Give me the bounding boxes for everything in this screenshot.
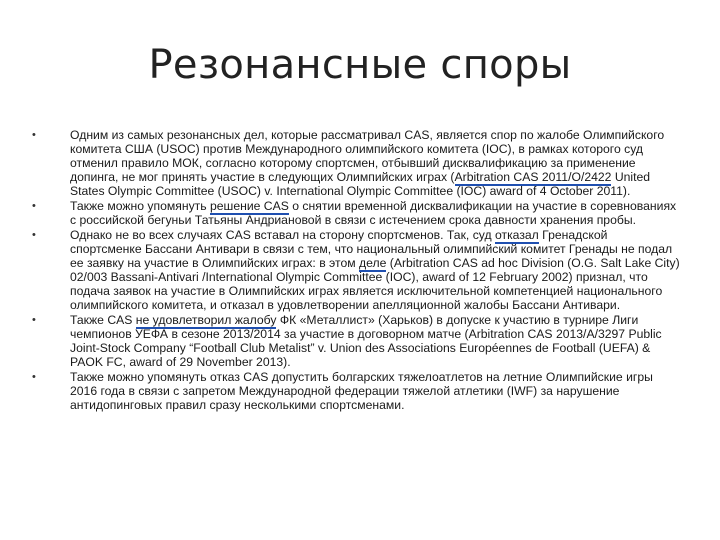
- item-text: Также можно упомянуть: [70, 199, 210, 213]
- link-cas-decision[interactable]: решение CAS: [209, 199, 289, 213]
- bullet-icon: •: [32, 371, 36, 383]
- bullet-icon: •: [32, 129, 36, 141]
- item-text: United States Olympic Committee (USOC) v. International Olympic Committee (IOC) award of 4 October 2011).: [70, 170, 651, 198]
- list-item: [32, 199, 682, 227]
- item-text: Одним из самых резонансных дел, которые рассматривал CAS, является спор по жалобе Олимпийского комитета США (USOC) против Международного олимпийского комитета (IOC), в рамках которого суд отменил правило МОК, согласно которому спортсмен, отбывший дисквалификацию за применение допинга, не мог принять участие в следующих Олимпийских играх (: [70, 128, 665, 184]
- item-text: Также можно упомянуть отказ CAS допустить болгарских тяжелоатлетов на летние Олимпийские игры 2016 года в связи с запретом Международной федерации тяжелой атлетики (IWF) за нарушение антидопинговых правил сразу несколькими спортсменами.: [70, 370, 653, 412]
- bullet-icon: •: [32, 200, 36, 212]
- list-item: [32, 370, 682, 412]
- link-complaint-rejected[interactable]: не удовлетворил жалобу: [135, 313, 277, 327]
- item-text: Гренадской спортсменке Бассани Антивари в связи с тем, что национальный олимпийский комитет Гренады не подал ее заявку на участие в Олимпийских играх: в этом: [70, 228, 673, 270]
- bullet-icon: •: [32, 314, 36, 326]
- link-refused[interactable]: отказал: [494, 228, 539, 242]
- bullet-icon: •: [32, 229, 36, 241]
- list-item: [32, 228, 682, 312]
- link-arbitration-cas-2011[interactable]: Arbitration CAS 2011/O/2422: [454, 170, 612, 184]
- item-text: Также CAS: [70, 313, 136, 327]
- item-text: ФК «Металлист» (Харьков) в допуске к участию в турнире Лиги чемпионов УЕФА в сезоне 2013/2014 за участие в договорном матче (Arbitration CAS 2013/A/3297 Public Joint-Stock Company “Football Club Metalist” v. Union des Associations Européennes de Football (UEFA) & PAOK FC, award of 29 November 2013).: [70, 313, 662, 369]
- link-case[interactable]: деле: [359, 256, 387, 270]
- item-text: о снятии временной дисквалификации на участие в соревнованиях с российской бегуньи Татьяны Андриановой в связи с истечением срока давности хранения пробы.: [70, 199, 677, 227]
- list-item: [32, 313, 682, 369]
- item-text: Однако не во всех случаях CAS вставал на сторону спортсменов. Так, суд: [70, 228, 495, 242]
- bullet-list: [32, 128, 682, 413]
- list-item: [32, 128, 682, 198]
- slide-title: Резонансные споры: [148, 42, 572, 88]
- item-text: (Arbitration CAS ad hoc Division (O.G. Salt Lake City) 02/003 Bassani-Antivari /International Olympic Committee (IOC), award of 12 February 2002) признал, что подача заявок на участие в Олимпийских играх является исключительной компетенцией национального олимпийского комитета, и отказал в удовлетворении апелляционной жалобы Бассани Антивари.: [70, 256, 680, 312]
